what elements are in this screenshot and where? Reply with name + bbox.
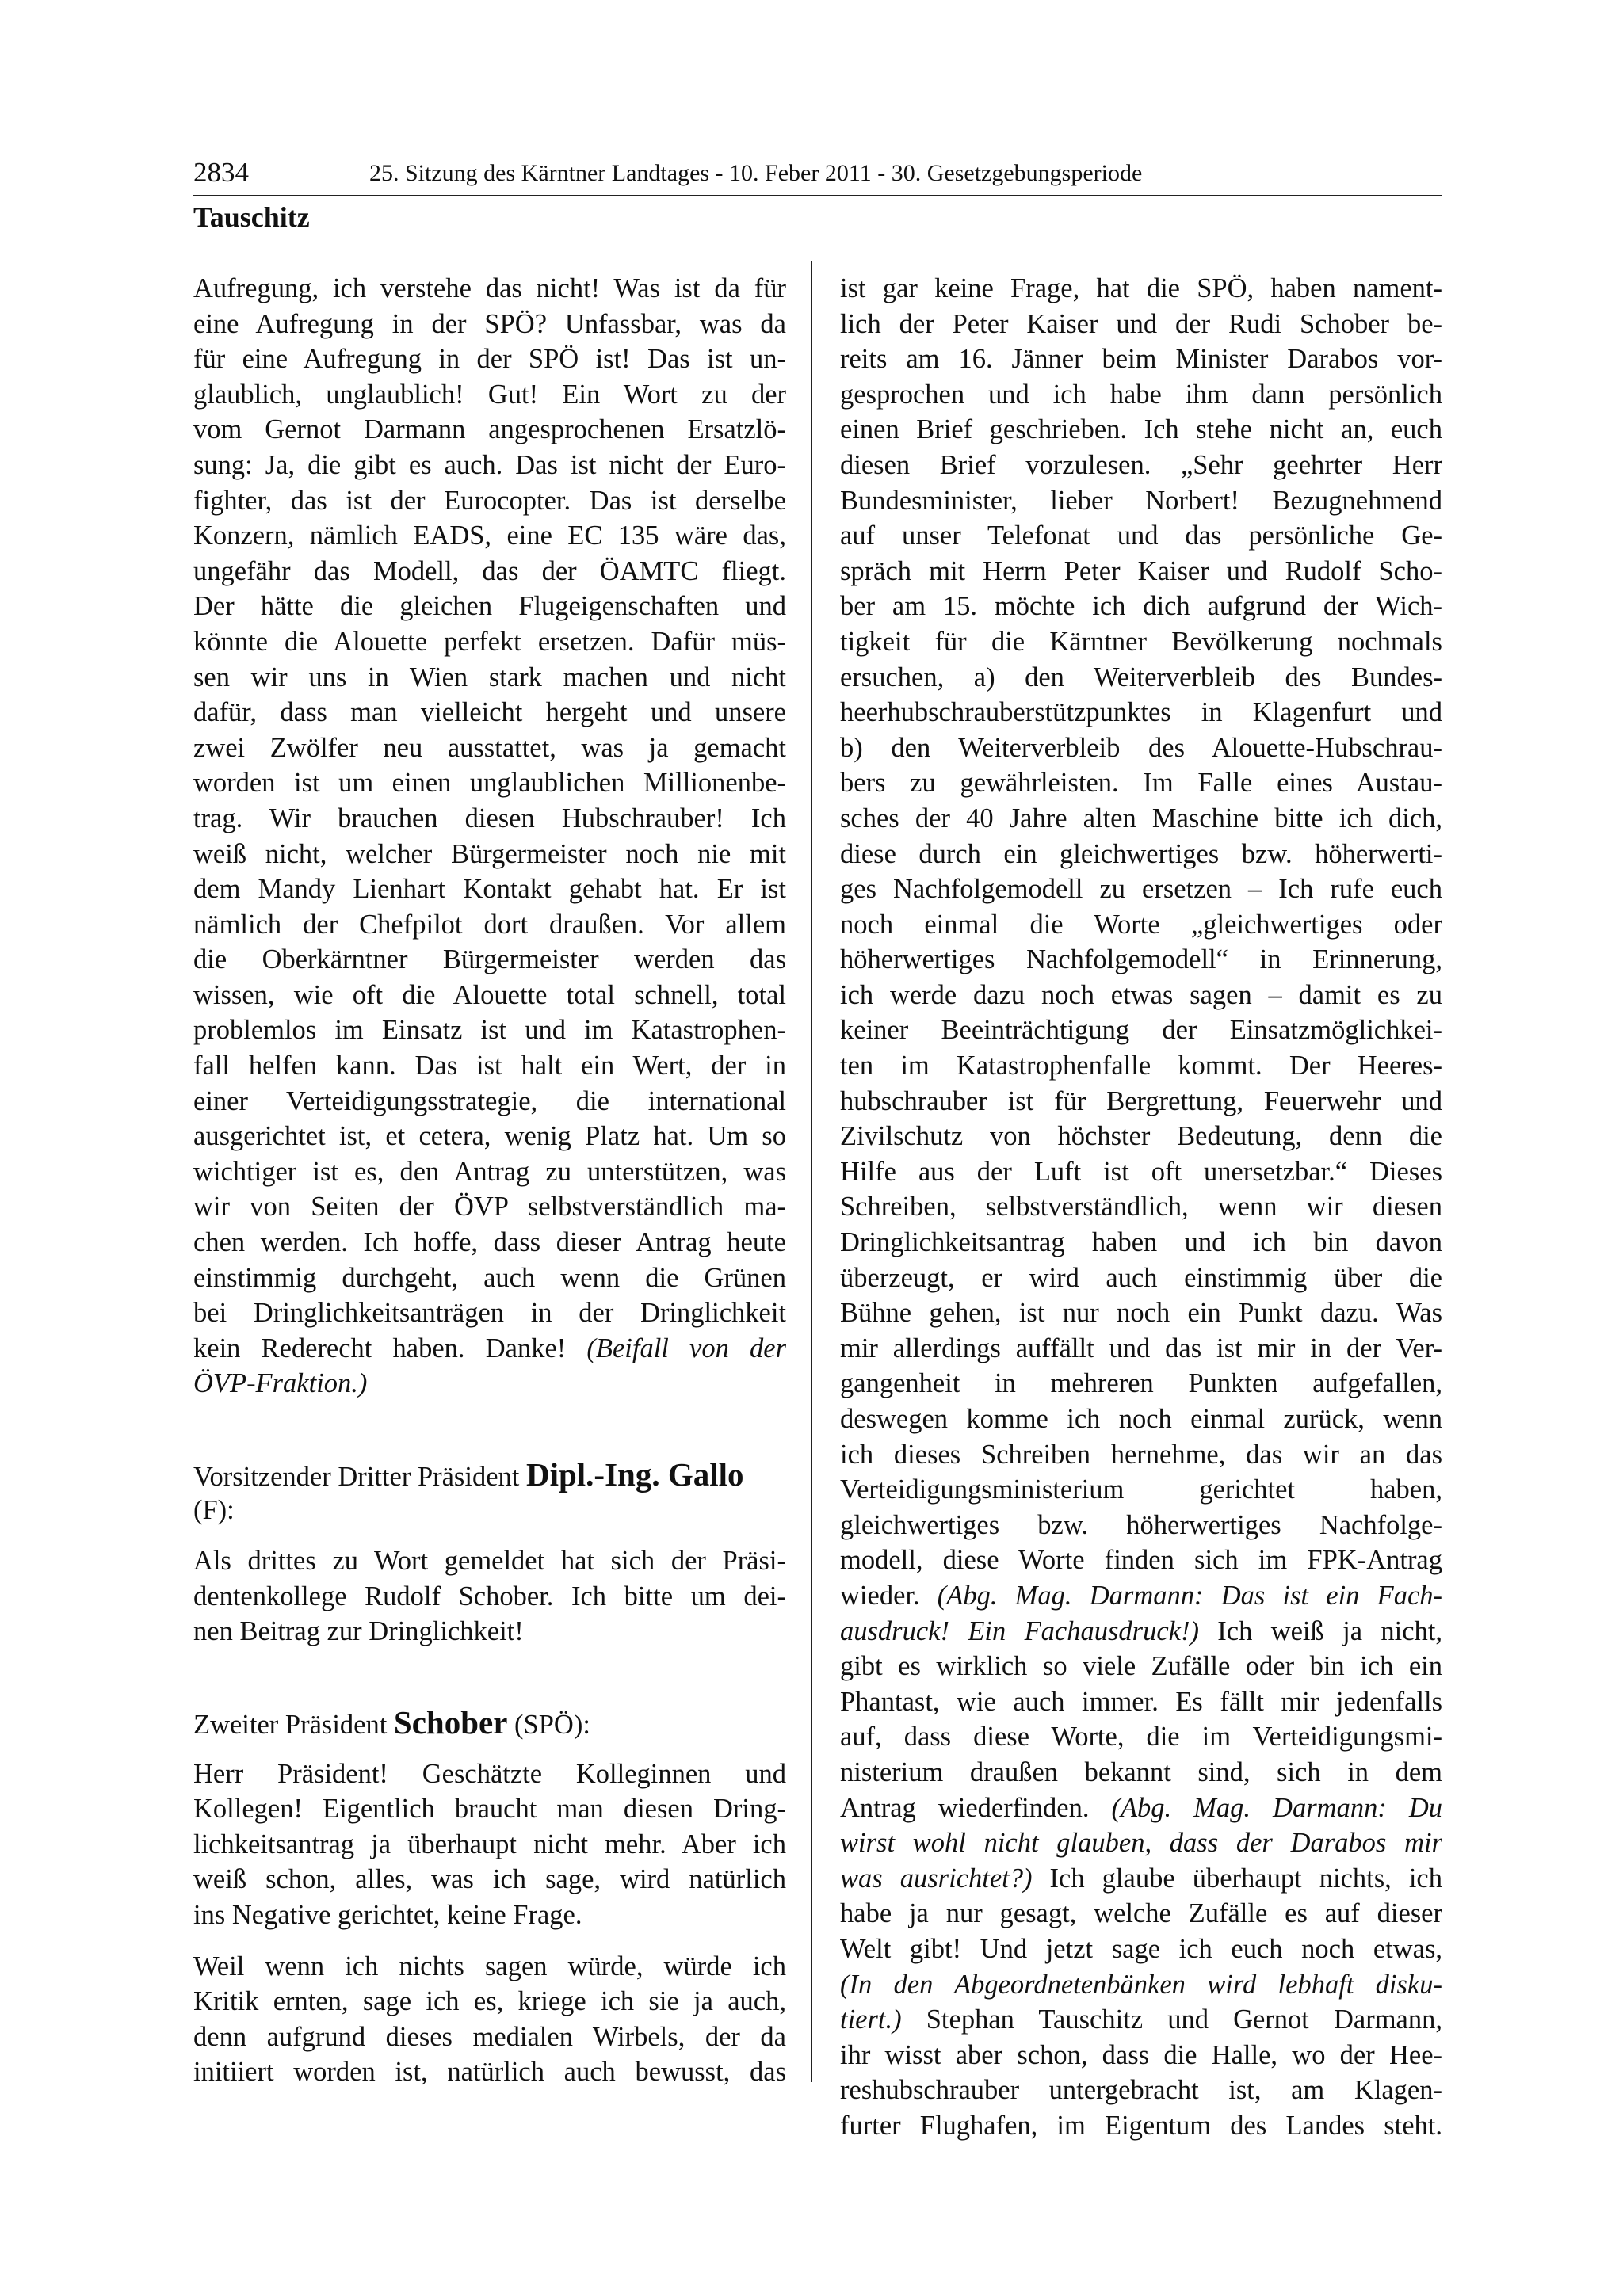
text-line: Dringlichkeitsantrag haben und ich bin davon xyxy=(840,1227,1442,1258)
text-line: gleichwertiges bzw. höherwertiges Nachfolge- xyxy=(840,1509,1442,1540)
speaker-label-gallo xyxy=(193,1457,786,1527)
text-line: gesprochen und ich habe ihm dann persönlich xyxy=(840,379,1442,410)
column-divider xyxy=(811,261,812,2082)
text-line: Hilfe aus der Luft ist oft unersetzbar.“ Dieses xyxy=(840,1156,1442,1187)
text-line: deswegen komme ich noch einmal zurück, wenn xyxy=(840,1404,1442,1434)
spacer xyxy=(193,1689,786,1705)
text-line: problemlos im Einsatz ist und im Katastrophen- xyxy=(193,1015,786,1046)
text-line: Kollegen! Eigentlich braucht man diesen Dring- xyxy=(193,1794,786,1825)
text-line: ten im Katastrophenfalle kommt. Der Heeres- xyxy=(840,1051,1442,1081)
text-line: tigkeit für die Kärntner Bevölkerung nochmals xyxy=(840,626,1442,657)
text-line: Zivilschutz von höchster Bedeutung, denn die xyxy=(840,1121,1442,1152)
text-line: Konzern, nämlich EADS, eine EC 135 wäre das, xyxy=(193,521,786,551)
text-line: diese durch ein gleichwertiges bzw. höherwerti- xyxy=(840,838,1442,869)
text-line: reshubschrauber untergebracht ist, am Klagen- xyxy=(840,2075,1442,2106)
speaker-party: (F): xyxy=(193,1494,235,1525)
text-line: heerhubschrauberstützpunktes in Klagenfurt und xyxy=(840,697,1442,728)
text-line: lichkeitsantrag ja überhaupt nicht mehr. Aber ich xyxy=(193,1829,786,1859)
text-line: Welt gibt! Und jetzt sage ich euch noch etwas, xyxy=(840,1933,1442,1964)
text-line xyxy=(840,1861,1442,1897)
spacer xyxy=(193,1441,786,1457)
header-divider xyxy=(193,195,1442,196)
paragraph-gallo xyxy=(193,1543,786,1650)
text-line: könnte die Alouette perfekt ersetzen. Dafür müs- xyxy=(193,626,786,657)
text-line: furter Flughafen, im Eigentum des Landes steht. xyxy=(840,2110,1442,2141)
text-line: trag. Wir brauchen diesen Hubschrauber! Ich xyxy=(193,803,786,833)
text-line: habe ja nur gesagt, welche Zufälle es auf dieser xyxy=(840,1898,1442,1929)
text-line: reits am 16. Jänner beim Minister Darabos vor- xyxy=(840,344,1442,375)
text-line: höherwertiges Nachfolgemodell“ in Erinnerung, xyxy=(840,944,1442,975)
text-line: auf, dass diese Worte, die im Verteidigungsmi- xyxy=(840,1722,1442,1753)
text-line: dafür, dass man vielleicht hergeht und unsere xyxy=(193,697,786,728)
paragraph-schober-continued xyxy=(840,271,1442,2143)
text-line: mir allerdings auffällt und das ist mir in der Ver- xyxy=(840,1333,1442,1363)
text-line: dem Mandy Lienhart Kontakt gehabt hat. Er ist xyxy=(193,874,786,905)
text-line: bei Dringlichkeitsanträgen in der Dringlichkeit xyxy=(193,1298,786,1329)
text-line: bers zu gewährleisten. Im Falle eines Austau- xyxy=(840,768,1442,799)
text-line xyxy=(840,1791,1442,1826)
text-line xyxy=(193,1331,786,1367)
text-line: hubschrauber ist für Bergrettung, Feuerwehr und xyxy=(840,1085,1442,1116)
text-line: sen wir uns in Wien stark machen und nicht xyxy=(193,662,786,692)
speaker-name: Dipl.-Ing. Gallo xyxy=(525,1456,744,1493)
left-column xyxy=(193,271,786,2090)
text-span: Antrag wiederfinden. xyxy=(840,1792,1112,1823)
text-line: sung: Ja, die gibt es auch. Das ist nicht der Euro- xyxy=(193,449,786,480)
text-line: Bühne gehen, ist nur noch ein Punkt dazu. Was xyxy=(840,1298,1442,1329)
text-line: nisterium draußen bekannt sind, sich in dem xyxy=(840,1756,1442,1787)
text-line: Phantast, wie auch immer. Es fällt mir jedenfalls xyxy=(840,1686,1442,1717)
text-line: fighter, das ist der Eurocopter. Das ist derselbe xyxy=(193,485,786,516)
speaker-heading: Tauschitz xyxy=(193,201,310,233)
session-title: 25. Sitzung des Kärntner Landtages - 10. Feber 2011 - 30. Gesetzgebungsperiode xyxy=(369,160,1143,186)
text-line: Aufregung, ich verstehe das nicht! Was ist da für xyxy=(193,273,786,303)
spacer xyxy=(193,1741,786,1756)
text-line: Weil wenn ich nichts sagen würde, würde ich xyxy=(193,1951,786,1981)
speaker-line xyxy=(193,1457,786,1493)
text-line: Kritik ernten, sage ich es, kriege ich sie ja auch, xyxy=(193,1986,786,2017)
applause-note: ÖVP-Fraktion.) xyxy=(193,1368,368,1399)
text-line: überzeugt, er wird auch einstimmig über die xyxy=(840,1262,1442,1293)
interjection: (Abg. Mag. Darmann: Das ist ein Fach- xyxy=(937,1580,1442,1611)
text-line: vom Gernot Darmann angesprochenen Ersatzlö- xyxy=(193,414,786,445)
text-line: ges Nachfolgemodell zu ersetzen – Ich rufe euch xyxy=(840,874,1442,905)
text-line: ist gar keine Frage, hat die SPÖ, haben nament- xyxy=(840,273,1442,303)
text-line: b) den Weiterverbleib des Alouette-Hubschrau- xyxy=(840,732,1442,763)
text-line: dentenkollege Rudolf Schober. Ich bitte um dei- xyxy=(193,1581,786,1611)
spacer xyxy=(193,1402,786,1441)
text-line: denn aufgrund dieses medialen Wirbels, der da xyxy=(193,2021,786,2052)
speaker-name: Schober xyxy=(393,1703,508,1741)
text-line: zwei Zwölfer neu ausstattet, was ja gemacht xyxy=(193,732,786,763)
paragraph-tauschitz xyxy=(193,271,786,1402)
text-line: wir von Seiten der ÖVP selbstverständlich ma- xyxy=(193,1192,786,1222)
right-column xyxy=(840,271,1442,2143)
text-line: ich dieses Schreiben hernehme, das wir an das xyxy=(840,1439,1442,1470)
page-number: 2834 xyxy=(193,157,249,188)
text-line: Der hätte die gleichen Flugeigenschaften und xyxy=(193,591,786,622)
speaker-party: (SPÖ): xyxy=(507,1709,590,1740)
text-line: ber am 15. möchte ich dich aufgrund der Wich- xyxy=(840,591,1442,622)
text-line: weiß nicht, welcher Bürgermeister noch nie mit xyxy=(193,838,786,869)
applause-note: (Beifall von der xyxy=(586,1333,786,1363)
text-span: Stephan Tauschitz und Gernot Darmann, xyxy=(901,2004,1442,2035)
text-line: einstimmig durchgeht, auch wenn die Grünen xyxy=(193,1262,786,1293)
text-line: für eine Aufregung in der SPÖ ist! Das ist un- xyxy=(193,344,786,375)
text-line: auf unser Telefonat und das persönliche Ge- xyxy=(840,521,1442,551)
speaker-role: Vorsitzender Dritter Präsident xyxy=(193,1462,526,1492)
speaker-label-schober xyxy=(193,1705,786,1741)
text-line: ins Negative gerichtet, keine Frage. xyxy=(193,1899,582,1930)
page-header xyxy=(193,157,1442,189)
text-span: Ich weiß ja nicht, xyxy=(1198,1615,1442,1646)
text-line: gangenheit in mehreren Punkten aufgefallen, xyxy=(840,1368,1442,1399)
interjection: wirst wohl nicht glauben, dass der Darabos mir xyxy=(840,1828,1442,1859)
text-line: weiß schon, alles, was ich sage, wird natürlich xyxy=(193,1864,786,1895)
text-line: gibt es wirklich so viele Zufälle oder bin ich ein xyxy=(840,1651,1442,1682)
text-line: Verteidigungsministerium gerichtet haben, xyxy=(840,1474,1442,1505)
text-line: wissen, wie oft die Alouette total schnell, total xyxy=(193,979,786,1010)
text-line: ungefähr das Modell, das der ÖAMTC fliegt. xyxy=(193,555,786,586)
paragraph-schober-2 xyxy=(193,1949,786,2090)
text-line: modell, diese Worte finden sich im FPK-Antrag xyxy=(840,1545,1442,1576)
interjection: tiert.) xyxy=(840,2004,902,2035)
text-line: ihr wisst aber schon, dass die Halle, wo der Hee- xyxy=(840,2039,1442,2070)
text-span: wieder. xyxy=(840,1580,938,1611)
text-line: die Oberkärntner Bürgermeister werden das xyxy=(193,944,786,975)
text-line: einer Verteidigungsstrategie, die international xyxy=(193,1085,786,1116)
text-line: spräch mit Herrn Peter Kaiser und Rudolf Scho- xyxy=(840,555,1442,586)
text-line: initiiert worden ist, natürlich auch bewusst, das xyxy=(193,2057,786,2088)
text-line: eine Aufregung in der SPÖ? Unfassbar, was da xyxy=(193,308,786,339)
text-line: diesen Brief vorzulesen. „Sehr geehrter Herr xyxy=(840,449,1442,480)
text-line: noch einmal die Worte „gleichwertiges oder xyxy=(840,909,1442,940)
interjection: ausdruck! Ein Fachausdruck!) xyxy=(840,1615,1199,1646)
text-line: einen Brief geschrieben. Ich stehe nicht an, euch xyxy=(840,414,1442,445)
spacer xyxy=(193,1933,786,1949)
interjection: was ausrichtet?) xyxy=(840,1863,1033,1894)
speaker-line xyxy=(193,1705,786,1741)
text-line: Bundesminister, lieber Norbert! Bezugnehmend xyxy=(840,485,1442,516)
text-span: kein Rederecht haben. Danke! xyxy=(193,1333,587,1363)
spacer xyxy=(193,1650,786,1689)
interjection: (Abg. Mag. Darmann: Du xyxy=(1111,1792,1442,1823)
interjection: (In den Abgeordnetenbänken wird lebhaft disku- xyxy=(840,1969,1442,2000)
text-line xyxy=(840,1578,1442,1614)
text-line: ich werde dazu noch etwas sagen – damit es zu xyxy=(840,979,1442,1010)
text-line: sches der 40 Jahre alten Maschine bitte ich dich, xyxy=(840,803,1442,833)
text-line: Als drittes zu Wort gemeldet hat sich der Präsi- xyxy=(193,1546,786,1577)
text-line: ersuchen, a) den Weiterverbleib des Bundes- xyxy=(840,662,1442,692)
text-line: Herr Präsident! Geschätzte Kolleginnen und xyxy=(193,1758,786,1789)
text-line: chen werden. Ich hoffe, dass dieser Antrag heute xyxy=(193,1227,786,1258)
text-line: nämlich der Chefpilot dort draußen. Vor allem xyxy=(193,909,786,940)
speaker-role: Zweiter Präsident xyxy=(193,1709,394,1740)
text-line xyxy=(840,2002,1442,2038)
text-line xyxy=(840,1614,1442,1650)
text-line: lich der Peter Kaiser und der Rudi Schober be- xyxy=(840,308,1442,339)
text-span: Ich glaube überhaupt nichts, ich xyxy=(1032,1863,1442,1894)
text-line: wichtiger ist es, den Antrag zu unterstützen, was xyxy=(193,1156,786,1187)
text-line: ausgerichtet ist, et cetera, wenig Platz hat. Um so xyxy=(193,1121,786,1152)
text-line: fall helfen kann. Das ist halt ein Wert, der in xyxy=(193,1051,786,1081)
paragraph-schober-1 xyxy=(193,1756,786,1933)
text-line: worden ist um einen unglaublichen Millionenbe- xyxy=(193,768,786,799)
spacer xyxy=(193,1527,786,1543)
text-line: keiner Beeinträchtigung der Einsatzmöglichkei- xyxy=(840,1015,1442,1046)
text-line: Schreiben, selbstverständlich, wenn wir diesen xyxy=(840,1192,1442,1222)
text-line: glaublich, unglaublich! Gut! Ein Wort zu der xyxy=(193,379,786,410)
text-line: nen Beitrag zur Dringlichkeit! xyxy=(193,1616,524,1647)
